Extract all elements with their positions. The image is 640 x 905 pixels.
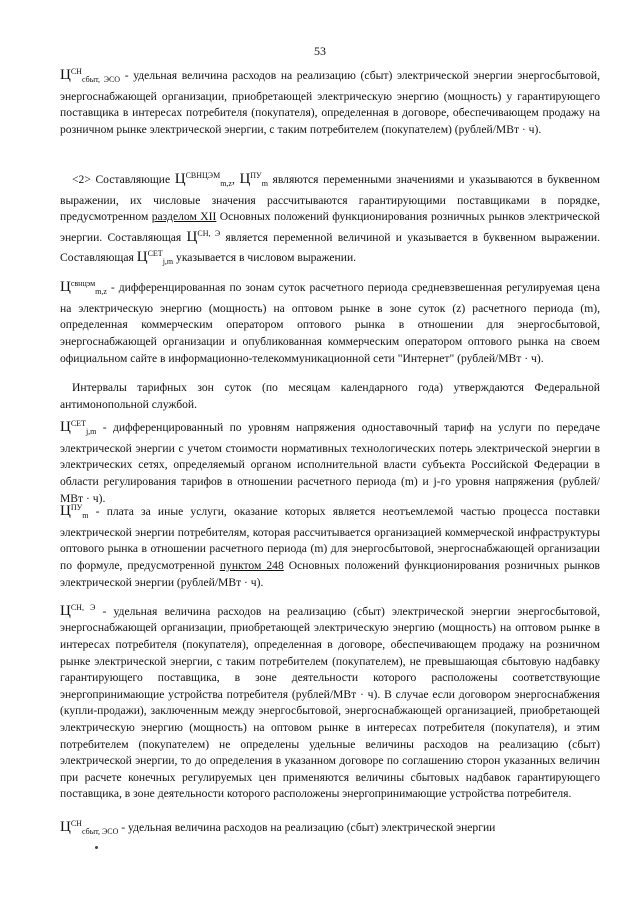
- symbol-superscript: ПУ: [250, 171, 262, 180]
- note-text: указывается в числовом выражении.: [173, 251, 357, 265]
- symbol-superscript: СН, Э: [70, 603, 96, 612]
- paragraph-text: Интервалы тарифных зон суток (по месяцам календарного года) утверждаются Федеральной антимонопольной службой.: [60, 381, 600, 411]
- symbol-superscript: СВНЦЭМ: [185, 171, 221, 180]
- symbol-subscript: m: [261, 179, 268, 189]
- symbol-superscript: СН: [70, 67, 82, 76]
- definition-block: [60, 276, 600, 367]
- symbol-superscript: СЕТ: [147, 249, 163, 259]
- symbol-subscript: сбыт, ЭСО: [81, 75, 121, 85]
- scan-speck: [95, 846, 98, 849]
- symbol-superscript: СН: [70, 819, 82, 828]
- symbol-subscript: j,m: [85, 427, 97, 437]
- symbol: Ц: [60, 818, 71, 835]
- definition-block: [60, 64, 600, 139]
- definition-text: - удельная величина расходов на реализацию (сбыт) электрической энергии энергосбытовой, энергоснабжающей организации, приобретающей электрическую энергию (мощность) у гарантирующего поставщика в интересах потребителя (покупателя), определенная в договоре, обеспечивающем продажу на розничном рынке электрической энергии, с таким потребителем (покупателем) (рублей/МВт · ч).: [60, 68, 600, 136]
- clause-link[interactable]: пунктом 248: [219, 558, 284, 572]
- symbol: Ц: [186, 228, 198, 245]
- symbol-subscript: j,m: [162, 257, 174, 267]
- symbol: Ц: [60, 502, 71, 519]
- page-number: 53: [314, 44, 326, 58]
- note-block: <2> Составляющие $Ц^{СВНЦЭМ}_{m,z}$, $Ц^{ПУ}_m$ являются переменными значениями и указываются в буквенном выражении, их числовые значения рассчитываются гарантирующими поставщиками в порядке, предусмотренном разделом XII Основных положений функционирования розничных рынков электрической энергии. Составляющая $Ц^{СН, Э}$ является переменной величиной и указывается в буквенном выражении. Составляющая $Ц^{СЕТ}_{j,m}$ указывается в числовом выражении.: [60, 170, 600, 267]
- definition-text: - удельная величина расходов на реализацию (сбыт) электрической энергии энергосбытовой, энергоснабжающей организации, приобретающей электрическую энергию (мощность) на оптовом рынке в интересах потребителя (покупателя), определенная в договоре, обеспечивающем продажу на розничном рынке электрической энергии, с таким потребителем (покупателем), не превышающая сбытовую надбавку гарантирующего поставщика, в зоне деятельности которого расположены соответствующие энергопринимающие устройства потребителя (рублей/МВт · ч). В случае если договором энергоснабжения (купли-продажи), заключенным между энергосбытовой, энергоснабжающей организацией, приобретающей электрическую энергию (мощность) на оптовом рынке в интересах потребителя (покупателя), и этим потребителем (покупателем) не определены удельные величины расходов на реализацию (сбыт) электрической энергии, то до определения в указанном договоре по соглашению сторон указанных величин при расчете конечных регулируемых цен применяются величины сбытовых надбавок гарантирующего поставщика, в зоне деятельности которого расположены энергопринимающие устройства потребителя.: [60, 604, 600, 801]
- note-text: <2> Составляющие: [72, 172, 171, 186]
- definition-block: [60, 500, 600, 591]
- definition-text: - дифференцированная по зонам суток расчетного периода средневзвешенная регулируемая цена на электрическую энергию (мощность) на оптовом рынке в зоне суток (z) расчетного периода (m), определенная коммерческим оператором оптового рынка в отношении для энергосбытовой, энергоснабжающей организации и опубликованная коммерческим оператором оптового рынка на своем официальном сайте в информационно-телекоммуникационной сети "Интернет" (рублей/МВт · ч).: [60, 280, 600, 365]
- symbol: Ц: [174, 170, 186, 187]
- definition-block: [60, 600, 600, 803]
- symbol: Ц: [239, 170, 251, 187]
- section-link[interactable]: разделом XII: [151, 210, 217, 224]
- definition-block: [60, 416, 600, 507]
- symbol-subscript: m,z: [95, 287, 107, 297]
- symbol: Ц: [60, 602, 71, 619]
- symbol: Ц: [60, 278, 71, 295]
- paragraph: [60, 380, 600, 413]
- definition-text: Основных положений функционирования розничных рынков электрической энергии (рублей/МВт · ч).: [60, 558, 600, 589]
- note-text: являются переменными значениями и указываются в буквенном выражении, их числовые значения рассчитываются гарантирующими поставщиками в порядке, предусмотренном: [60, 172, 600, 224]
- symbol-subscript: сбыт, ЭСО: [81, 827, 119, 837]
- symbol: Ц: [60, 418, 71, 435]
- definition-text: - удельная величина расходов на реализацию (сбыт) электрической энергии: [118, 820, 496, 834]
- symbol-superscript: СН, Э: [197, 228, 221, 238]
- symbol-superscript: ПУ: [70, 503, 83, 512]
- note-text: является переменной величиной и указывается в буквенном выражении. Составляющая: [60, 230, 600, 265]
- symbol: Ц: [60, 66, 71, 83]
- symbol-subscript: m,z: [220, 179, 232, 189]
- symbol-superscript: свнцэм: [70, 279, 96, 288]
- symbol: Ц: [136, 249, 148, 266]
- definition-block: [60, 816, 600, 841]
- definition-text: - дифференцированный по уровням напряжения одноставочный тариф на услуги по передаче электрической энергии с учетом стоимости нормативных технологических потерь электрической энергии в электрических сетях, определяемый органом исполнительной власти субъекта Российской Федерации в области регулирования тарифов в отношении расчетного периода (m) и j-го уровня напряжения (рублей/МВт · ч).: [60, 420, 600, 505]
- definition-text: - плата за иные услуги, оказание которых является неотъемлемой частью процесса поставки электрической энергии потребителям, которая рассчитывается организацией коммерческой инфраструктуры оптового рынка в отношении расчетного периода (m) для энергосбытовой, энергоснабжающей организации по формуле, предусмотренной: [60, 504, 600, 572]
- note-text: Основных положений функционирования розничных рынков электрической энергии. Составляющая: [60, 210, 600, 244]
- symbol-superscript: СЕТ: [70, 419, 86, 428]
- symbol-subscript: m: [82, 511, 89, 521]
